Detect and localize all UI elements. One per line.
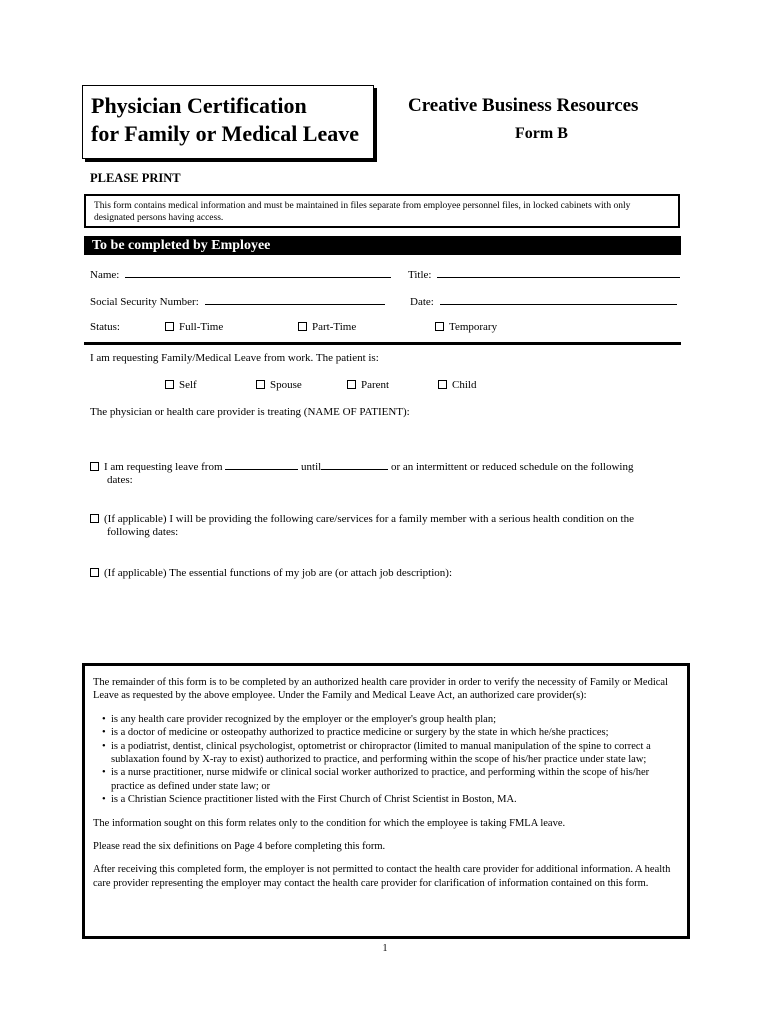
form-title-line2: for Family or Medical Leave (91, 121, 360, 146)
patient-option-self[interactable]: Self (165, 379, 197, 391)
list-item: • is a nurse practitioner, nurse midwife or clinical social worker authorized to practice, and performing within the scope of his/her practice as defined under state law; or (93, 766, 679, 793)
provider-info: The information sought on this form relates only to the condition for which the employee is taking FMLA leave. (93, 817, 566, 829)
treating-label: The physician or health care provider is treating (NAME OF PATIENT): (90, 406, 410, 418)
request-intro: I am requesting Family/Medical Leave from work. The patient is: (90, 352, 379, 364)
name-label: Name: (90, 269, 120, 281)
status-label: Status: (90, 321, 120, 333)
checkbox-icon[interactable] (435, 322, 444, 331)
please-print-label: PLEASE PRINT (90, 171, 181, 185)
ssn-label: Social Security Number: (90, 296, 199, 308)
provider-definitions: Please read the six definitions on Page 4 before completing this form. (93, 841, 386, 853)
ssn-field[interactable] (205, 294, 385, 305)
care-services-item: (If applicable) I will be providing the following care/services for a family member with a serious health condition on the following dates: (90, 513, 680, 539)
provider-instructions-box (82, 663, 690, 939)
employee-section-heading: To be completed by Employee (84, 236, 681, 255)
title-row (408, 267, 680, 281)
patient-option-spouse[interactable]: Spouse (256, 379, 302, 391)
checkbox-icon[interactable] (90, 568, 99, 577)
date-row (410, 294, 677, 308)
leave-from-field[interactable] (225, 459, 298, 470)
title-label: Title: (408, 269, 432, 281)
provider-after: After receiving this completed form, the employer is not permitted to contact the health care provider for additional information. A health care provider representing the employer may contact the health care provider for clarification of information contained on this form. (93, 864, 671, 889)
essential-functions-item: (If applicable) The essential functions of my job are (or attach job description): (90, 567, 452, 580)
checkbox-icon[interactable] (438, 380, 447, 389)
patient-option-child[interactable]: Child (438, 379, 476, 391)
list-item: • is a doctor of medicine or osteopathy authorized to practice medicine or surgery by the state in which he/she practices; (93, 726, 679, 739)
status-option-full-time[interactable]: Full-Time (165, 321, 223, 333)
title-field[interactable] (437, 267, 680, 278)
date-label: Date: (410, 296, 434, 308)
leave-request-item: I am requesting leave from until or an intermittent or reduced schedule on the following dates: (90, 459, 680, 487)
list-item: • is a Christian Science practitioner listed with the First Church of Christ Scientist in Boston, MA. (93, 793, 679, 806)
checkbox-icon[interactable] (165, 380, 174, 389)
date-field[interactable] (440, 294, 677, 305)
form-title-box (82, 85, 374, 159)
name-field[interactable] (125, 267, 391, 278)
patient-option-parent[interactable]: Parent (347, 379, 389, 391)
provider-intro: The remainder of this form is to be completed by an authorized health care provider in order to verify the necessity of Family or Medical Leave as requested by the above employee. Under the Family and Medical Leave Act, an authorized care provider(s): (93, 677, 668, 702)
section-divider (84, 342, 681, 345)
page-number: 1 (382, 943, 388, 954)
checkbox-icon[interactable] (165, 322, 174, 331)
form-label: Form B (515, 125, 568, 142)
ssn-row (90, 294, 385, 308)
status-option-part-time[interactable]: Part-Time (298, 321, 356, 333)
name-row (90, 267, 391, 281)
checkbox-icon[interactable] (298, 322, 307, 331)
checkbox-icon[interactable] (256, 380, 265, 389)
list-item: • is a podiatrist, dentist, clinical psychologist, optometrist or chiropractor (limited to manual manipulation of the spine to correct a sublaxation found by X-ray to exist) authorized to practice, and performing within the scope of his/her practice under state law; (93, 740, 679, 767)
form-title-line1: Physician Certification (91, 93, 307, 118)
checkbox-icon[interactable] (347, 380, 356, 389)
checkbox-icon[interactable] (90, 462, 99, 471)
provider-criteria-list (93, 713, 679, 807)
list-item: • is any health care provider recognized by the employer or the employer's group health plan; (93, 713, 679, 726)
confidentiality-notice: This form contains medical information and must be maintained in files separate from employee personnel files, in locked cabinets with only designated persons having access. (84, 194, 680, 228)
checkbox-icon[interactable] (90, 514, 99, 523)
status-option-temporary[interactable]: Temporary (435, 321, 497, 333)
organization-name: Creative Business Resources (408, 95, 639, 116)
leave-until-field[interactable] (321, 459, 388, 470)
